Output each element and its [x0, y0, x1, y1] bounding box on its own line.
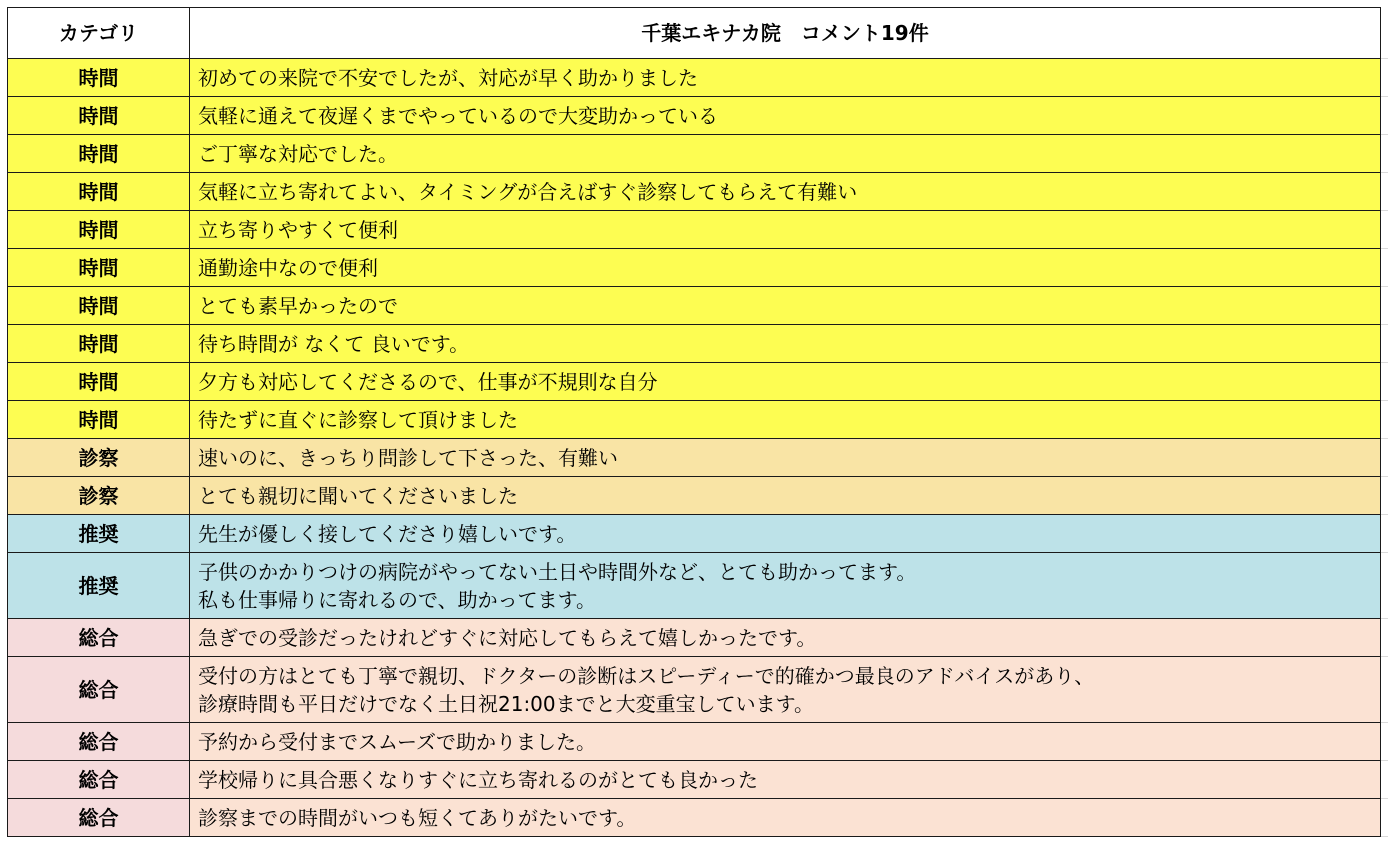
gridline	[1381, 760, 1388, 761]
comment-cell[interactable]	[190, 287, 1381, 325]
comment-cell[interactable]	[190, 723, 1381, 761]
table-row	[8, 135, 1381, 173]
category-cell[interactable]: 時間	[8, 211, 190, 249]
category-cell[interactable]: 推奨	[8, 553, 190, 619]
gridline	[1381, 324, 1388, 325]
gridline	[1381, 836, 1388, 837]
category-cell[interactable]: 診察	[8, 477, 190, 515]
table-row	[8, 619, 1381, 657]
category-cell[interactable]: 時間	[8, 97, 190, 135]
comment-line: 予約から受付までスムーズで助かりました。	[198, 729, 596, 754]
comment-line: とても親切に聞いてくださいました	[198, 483, 518, 508]
gridline	[1381, 286, 1388, 287]
category-cell[interactable]: 時間	[8, 59, 190, 97]
comment-cell[interactable]	[190, 59, 1381, 97]
comment-line: 速いのに、きっちり問診して下さった、有難い	[198, 445, 618, 470]
comment-line: 気軽に通えて夜遅くまでやっているので大変助かっている	[198, 103, 718, 128]
comment-line: 受付の方はとても丁寧で親切、ドクターの診断はスピーディーで的確かつ最良のアドバイスがあり、	[198, 663, 1095, 688]
comment-cell[interactable]	[190, 477, 1381, 515]
table-row	[8, 97, 1381, 135]
gridline	[1381, 58, 1388, 59]
comment-line: 待ち時間が なくて 良いです。	[198, 331, 470, 356]
comment-line: 初めての来院で不安でしたが、対応が早く助かりました	[198, 65, 698, 90]
table-row	[8, 477, 1381, 515]
category-cell[interactable]: 総合	[8, 619, 190, 657]
table-row	[8, 325, 1381, 363]
gridline	[1381, 438, 1388, 439]
comments-table	[7, 7, 1381, 837]
gridline	[1381, 656, 1388, 657]
comment-sheet	[7, 7, 1380, 837]
comment-line: 気軽に立ち寄れてよい、タイミングが合えばすぐ診察してもらえて有難い	[198, 179, 858, 204]
comment-line: 学校帰りに具合悪くなりすぐに立ち寄れるのがとても良かった	[198, 767, 758, 792]
comment-cell[interactable]	[190, 325, 1381, 363]
comment-line: 子供のかかりつけの病院がやってない土日や時間外など、とても助かってます。	[198, 559, 917, 584]
header-row	[8, 8, 1381, 59]
gridline	[1381, 172, 1388, 173]
gridline	[1381, 134, 1388, 135]
table-row	[8, 799, 1381, 837]
category-cell[interactable]: 推奨	[8, 515, 190, 553]
table-row	[8, 439, 1381, 477]
gridline	[1381, 400, 1388, 401]
comments-body	[8, 59, 1381, 837]
comment-cell[interactable]	[190, 799, 1381, 837]
comment-cell[interactable]	[190, 657, 1381, 723]
comment-line: とても素早かったので	[198, 293, 398, 318]
gridline	[1381, 722, 1388, 723]
table-row	[8, 173, 1381, 211]
table-row	[8, 515, 1381, 553]
comment-line: 診療時間も平日だけでなく土日祝21:00までと大変重宝しています。	[198, 691, 815, 716]
comment-cell[interactable]	[190, 211, 1381, 249]
comment-cell[interactable]	[190, 619, 1381, 657]
comment-cell[interactable]	[190, 439, 1381, 477]
table-row	[8, 211, 1381, 249]
category-cell[interactable]: 時間	[8, 249, 190, 287]
comment-cell[interactable]	[190, 401, 1381, 439]
table-row	[8, 657, 1381, 723]
category-cell[interactable]: 診察	[8, 439, 190, 477]
gridline	[1381, 248, 1388, 249]
gridline	[1381, 618, 1388, 619]
category-cell[interactable]: 時間	[8, 135, 190, 173]
comment-cell[interactable]	[190, 553, 1381, 619]
category-cell[interactable]: 総合	[8, 723, 190, 761]
table-row	[8, 59, 1381, 97]
gridline	[1381, 798, 1388, 799]
category-cell[interactable]: 時間	[8, 287, 190, 325]
table-row	[8, 553, 1381, 619]
comment-line: 立ち寄りやすくて便利	[198, 217, 398, 242]
gridline	[1381, 210, 1388, 211]
comment-line: 夕方も対応してくださるので、仕事が不規則な自分	[198, 369, 658, 394]
category-cell[interactable]: 総合	[8, 761, 190, 799]
comment-cell[interactable]	[190, 249, 1381, 287]
comment-line: 診察までの時間がいつも短くてありがたいです。	[198, 805, 637, 830]
table-row	[8, 401, 1381, 439]
category-column-header[interactable]: カテゴリ	[8, 8, 190, 59]
gridline	[1381, 552, 1388, 553]
comment-cell[interactable]	[190, 97, 1381, 135]
comment-line: ご丁寧な対応でした。	[198, 141, 398, 166]
comment-line: 待たずに直ぐに診察して頂けました	[198, 407, 518, 432]
table-row	[8, 249, 1381, 287]
gridline	[1381, 96, 1388, 97]
comment-cell[interactable]	[190, 363, 1381, 401]
table-row	[8, 723, 1381, 761]
table-row	[8, 287, 1381, 325]
comment-line: 通勤途中なので便利	[198, 255, 378, 280]
comment-cell[interactable]	[190, 515, 1381, 553]
table-row	[8, 363, 1381, 401]
gridline	[1381, 362, 1388, 363]
category-cell[interactable]: 総合	[8, 799, 190, 837]
sheet-gridline-edge	[1381, 0, 1388, 848]
comment-line: 急ぎでの受診だったけれどすぐに対応してもらえて嬉しかったです。	[198, 625, 817, 650]
comment-cell[interactable]	[190, 761, 1381, 799]
category-cell[interactable]: 総合	[8, 657, 190, 723]
category-cell[interactable]: 時間	[8, 401, 190, 439]
category-cell[interactable]: 時間	[8, 363, 190, 401]
table-row	[8, 761, 1381, 799]
category-cell[interactable]: 時間	[8, 173, 190, 211]
comment-cell[interactable]	[190, 173, 1381, 211]
comment-line: 先生が優しく接してくださり嬉しいです。	[198, 521, 577, 546]
comment-line: 私も仕事帰りに寄れるので、助かってます。	[198, 587, 596, 612]
comment-cell[interactable]	[190, 135, 1381, 173]
category-cell[interactable]: 時間	[8, 325, 190, 363]
gridline	[1381, 476, 1388, 477]
comments-column-header[interactable]: 千葉エキナカ院 コメント19件	[190, 8, 1381, 59]
gridline	[1381, 514, 1388, 515]
